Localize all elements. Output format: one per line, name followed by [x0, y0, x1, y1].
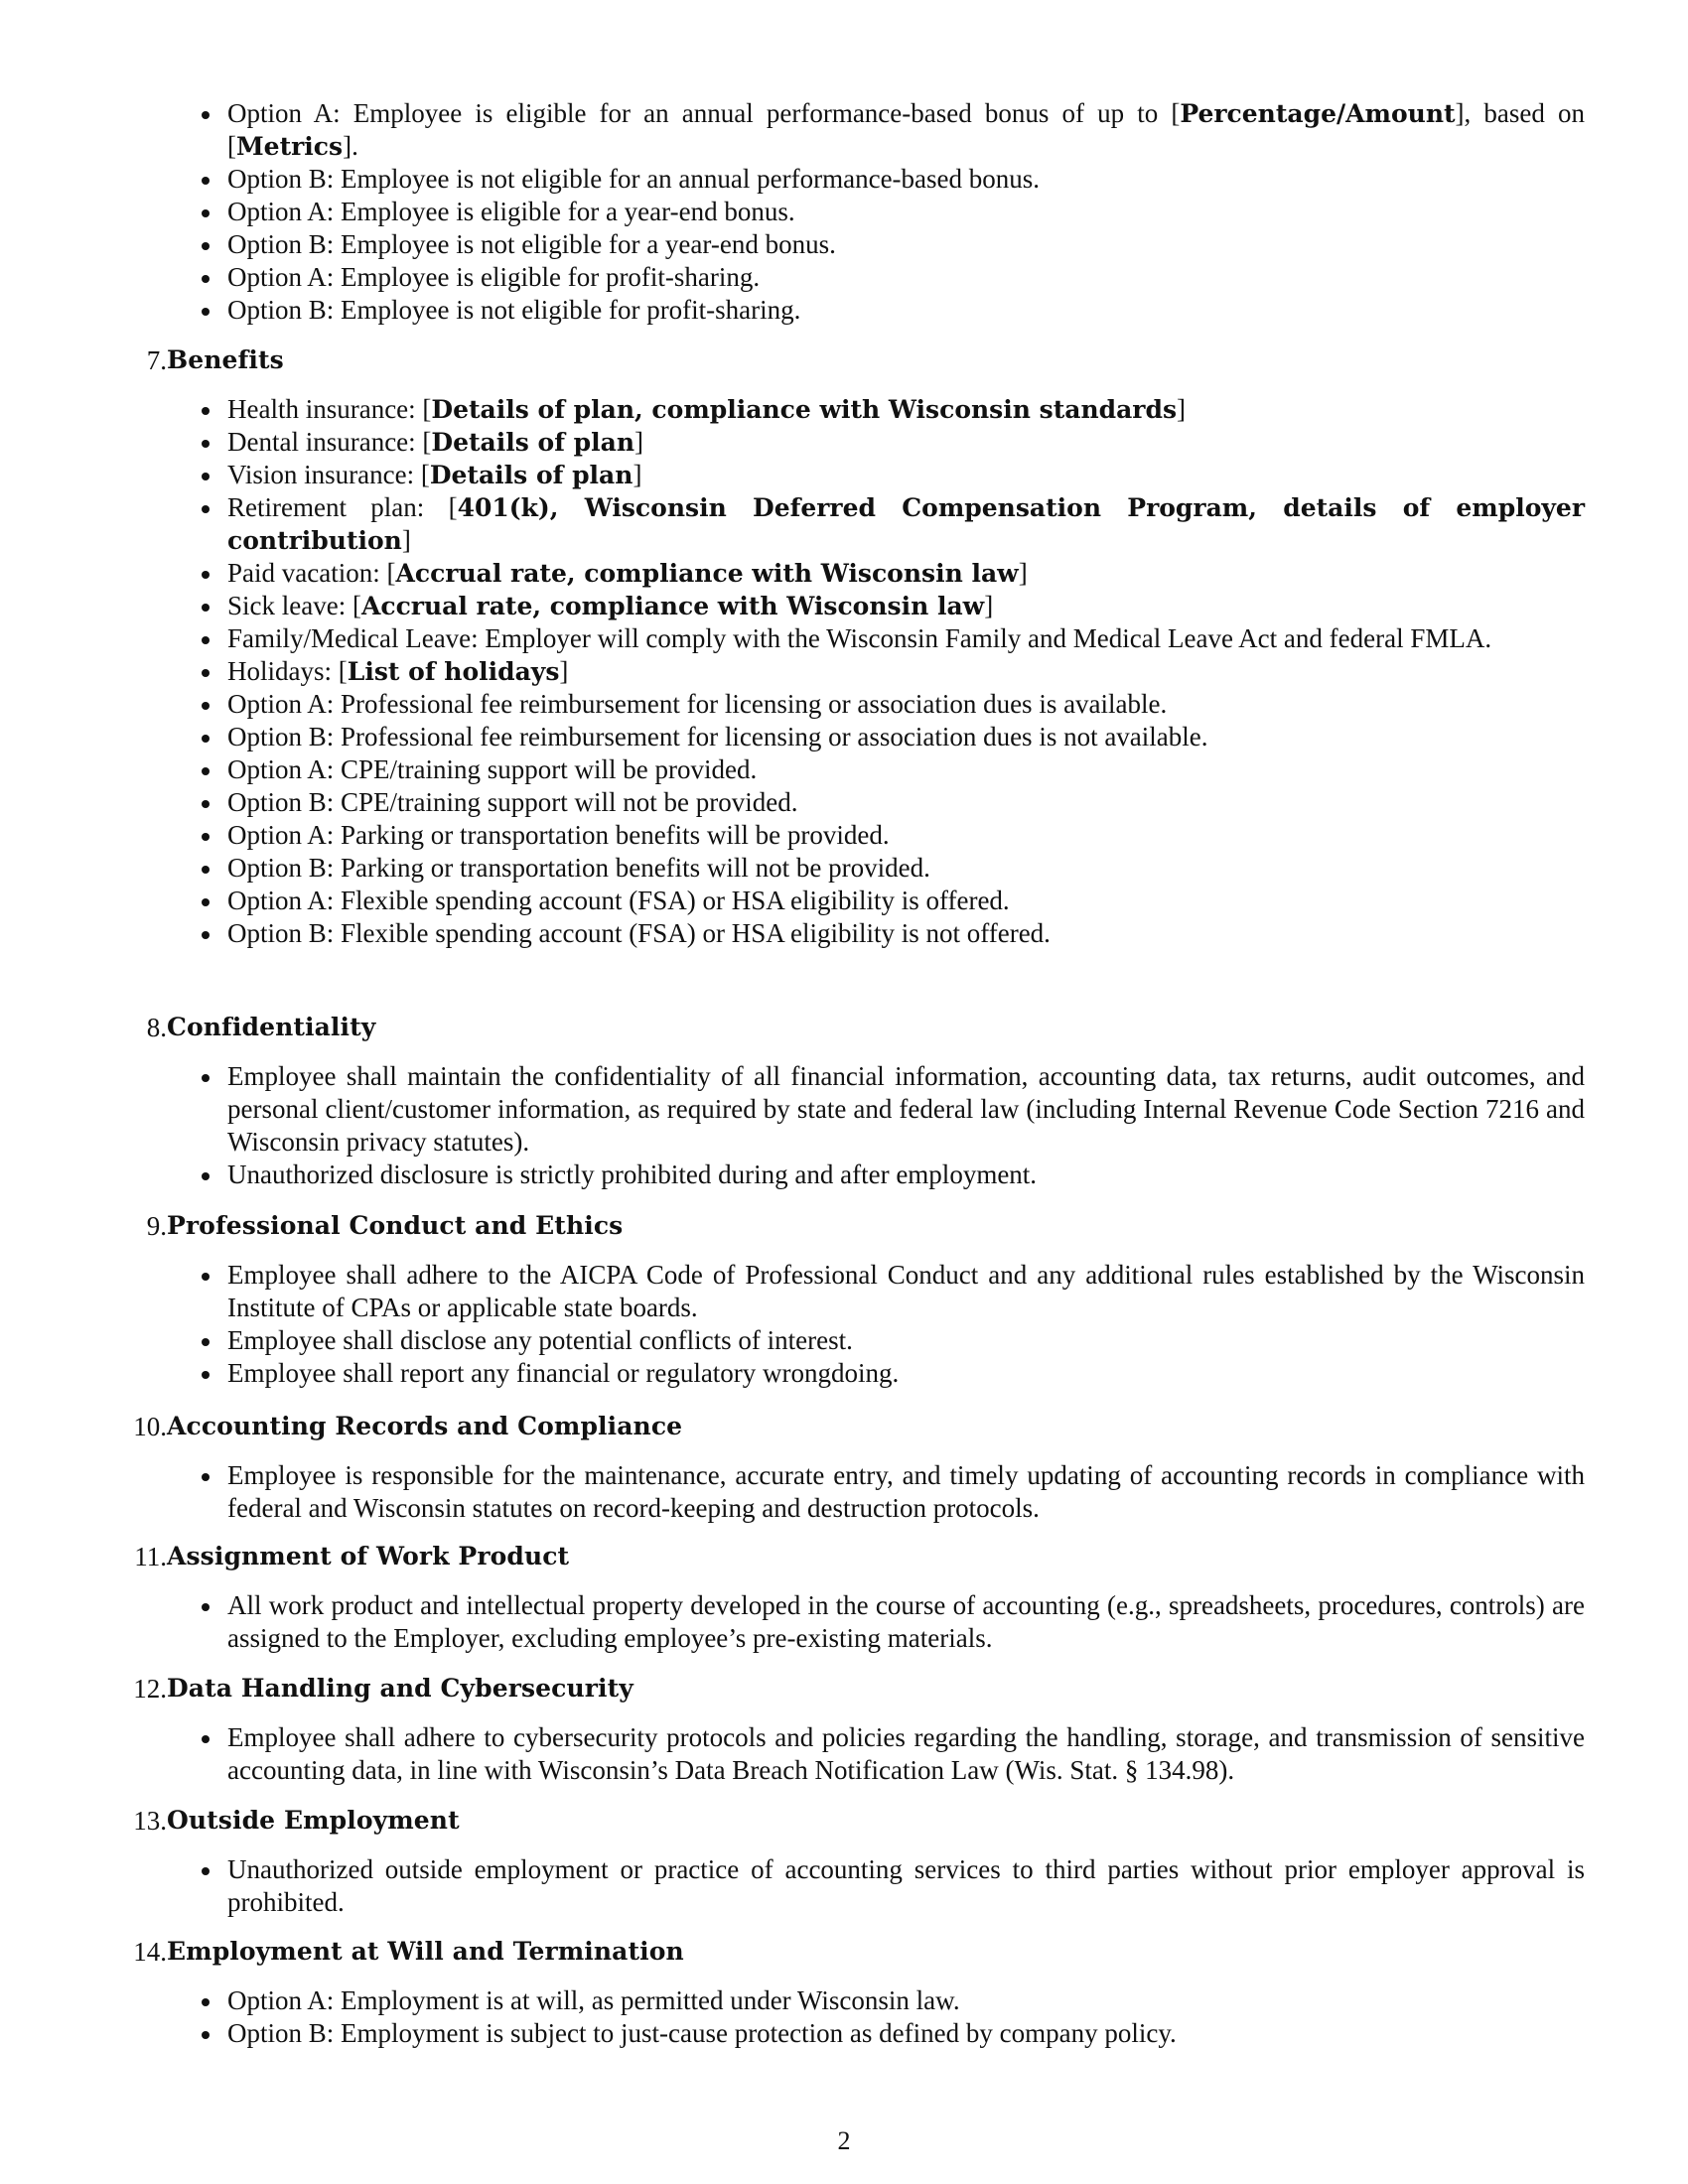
list-item — [0, 294, 1688, 327]
bullet-dot-icon — [202, 473, 210, 480]
section-heading — [0, 1805, 1688, 1837]
bullet-dot-icon — [202, 308, 210, 316]
bullet-text: ] — [559, 656, 569, 686]
bullet-dot-icon — [202, 1867, 210, 1875]
section-heading — [0, 1210, 1688, 1242]
section-title: Accounting Records and Compliance — [167, 1412, 683, 1440]
list-item — [0, 1060, 1688, 1159]
section — [0, 1673, 1688, 1787]
section — [0, 1936, 1688, 2050]
bullet-text: Employee shall adhere to the AICPA Code of Professional Conduct and any additional rules established by the Wisconsin Institute of CPAs or applicable state boards. — [227, 1260, 1585, 1322]
bullet-text: Paid vacation: [ — [227, 558, 396, 588]
list-item — [0, 491, 1688, 557]
bullet-dot-icon — [202, 177, 210, 185]
list-item — [0, 1159, 1688, 1191]
bullet-text: Retirement plan: [ — [227, 492, 458, 522]
bullet-dot-icon — [202, 1338, 210, 1346]
section-title: Benefits — [167, 345, 284, 374]
bullet-text: Employee shall report any financial or regulatory wrongdoing. — [227, 1358, 900, 1388]
bullet-dot-icon — [202, 1473, 210, 1481]
list-item — [0, 622, 1688, 655]
section-title: Confidentiality — [167, 1013, 376, 1041]
bullet-dot-icon — [202, 242, 210, 250]
list-item — [0, 1357, 1688, 1390]
placeholder-text: Accrual rate, compliance with Wisconsin law — [360, 592, 985, 620]
bullet-dot-icon — [202, 1273, 210, 1281]
section-title: Outside Employment — [167, 1806, 460, 1835]
section-bullet-list — [0, 1984, 1688, 2050]
section-number: 8. — [146, 1013, 167, 1042]
bullet-dot-icon — [202, 440, 210, 448]
bullet-text: Option A: Employee is eligible for profit-sharing. — [227, 262, 761, 292]
bullet-text: ], based on [ — [227, 98, 1586, 161]
bullet-text: ] — [1018, 558, 1028, 588]
bullet-text: Unauthorized outside employment or practice of accounting services to third parties without prior employer approval is prohibited. — [227, 1854, 1585, 1917]
bullet-dot-icon — [202, 702, 210, 710]
bullet-text: ] — [1177, 394, 1187, 424]
bullet-text: Option A: Employee is eligible for a year-end bonus. — [227, 197, 795, 226]
list-item — [0, 261, 1688, 294]
list-item — [0, 852, 1688, 885]
list-item — [0, 721, 1688, 753]
bullet-dot-icon — [202, 898, 210, 906]
list-item — [0, 590, 1688, 622]
bullet-dot-icon — [202, 2031, 210, 2039]
placeholder-text: Metrics — [236, 132, 344, 161]
placeholder-text: List of holidays — [347, 657, 560, 686]
bullet-dot-icon — [202, 571, 210, 579]
section-title: Data Handling and Cybersecurity — [167, 1674, 633, 1703]
bullet-text: Employee is responsible for the maintenance, accurate entry, and timely updating of accounting records in compliance with federal and Wisconsin statutes on record-keeping and destruction protocols. — [227, 1460, 1585, 1523]
bullet-text: Option B: Employee is not eligible for a year-end bonus. — [227, 229, 836, 259]
list-item — [0, 459, 1688, 491]
section-title: Employment at Will and Termination — [167, 1937, 684, 1966]
bullet-text: Option A: Employment is at will, as permitted under Wisconsin law. — [227, 1985, 960, 2015]
bullet-text: ]. — [343, 131, 358, 161]
list-item — [0, 1721, 1688, 1787]
section-number: 13. — [133, 1806, 167, 1836]
bullet-text: Option B: Employee is not eligible for an annual performance-based bonus. — [227, 164, 1041, 194]
list-item — [0, 885, 1688, 917]
bullet-dot-icon — [202, 604, 210, 612]
section-bullet-list — [0, 1060, 1688, 1191]
placeholder-text: 401(k), Wisconsin Deferred Compensation Program, details of employer contribution — [227, 493, 1586, 555]
bullet-text: Option A: Employee is eligible for an annual performance-based bonus of up to [ — [227, 98, 1181, 128]
bullet-dot-icon — [202, 111, 210, 119]
placeholder-text: Percentage/Amount — [1180, 99, 1456, 128]
section-heading — [0, 1673, 1688, 1705]
section — [0, 1541, 1688, 1655]
bullet-text: Option A: CPE/training support will be provided. — [227, 754, 758, 784]
bullet-text: Option A: Flexible spending account (FSA) or HSA eligibility is offered. — [227, 886, 1010, 915]
section-bullet-list — [0, 1459, 1688, 1525]
list-item — [0, 1853, 1688, 1919]
section-number: 7. — [146, 345, 167, 375]
section-heading — [0, 1541, 1688, 1572]
bullet-text: Vision insurance: [ — [227, 460, 430, 489]
section — [0, 1012, 1688, 1191]
list-item — [0, 688, 1688, 721]
bullet-text: Employee shall maintain the confidentiality of all financial information, accounting data, tax returns, audit outcomes, and personal client/customer information, as required by state and federal law (including Internal Revenue Code Section 7216 and Wisconsin privacy statutes). — [227, 1061, 1585, 1157]
list-item — [0, 196, 1688, 228]
list-item — [0, 426, 1688, 459]
list-item — [0, 97, 1688, 163]
list-item — [0, 753, 1688, 786]
bullet-text: ] — [633, 460, 642, 489]
bullet-text: Option B: Flexible spending account (FSA) or HSA eligibility is not offered. — [227, 918, 1051, 948]
bullet-text: ] — [401, 525, 411, 555]
section-title: Assignment of Work Product — [167, 1542, 570, 1570]
list-item — [0, 1259, 1688, 1324]
bullet-dot-icon — [202, 1603, 210, 1611]
section-bullet-list — [0, 1853, 1688, 1919]
section-bullet-list — [0, 393, 1688, 950]
bullet-text: Option A: Professional fee reimbursement for licensing or association dues is available. — [227, 689, 1168, 719]
bullet-dot-icon — [202, 1735, 210, 1743]
bullet-text: Health insurance: [ — [227, 394, 432, 424]
bullet-text: Unauthorized disclosure is strictly prohibited during and after employment. — [227, 1160, 1038, 1189]
bullet-text: Option B: Parking or transportation benefits will not be provided. — [227, 853, 930, 883]
bullet-dot-icon — [202, 1074, 210, 1082]
bullet-dot-icon — [202, 209, 210, 217]
placeholder-text: Details of plan, compliance with Wisconsin standards — [431, 395, 1178, 424]
list-item — [0, 1324, 1688, 1357]
list-item — [0, 917, 1688, 950]
page-number: 2 — [837, 2126, 851, 2155]
list-item — [0, 1459, 1688, 1525]
section-bullet-list — [0, 1721, 1688, 1787]
bullet-text: All work product and intellectual property developed in the course of accounting (e.g., spreadsheets, procedures, controls) are assigned to the Employer, excluding employee’s pre-existing materials. — [227, 1590, 1585, 1653]
bullet-text: Dental insurance: [ — [227, 427, 432, 457]
bullet-text: Option B: Employee is not eligible for profit-sharing. — [227, 295, 801, 325]
section-heading — [0, 1012, 1688, 1043]
bullet-dot-icon — [202, 735, 210, 743]
section-number: 12. — [133, 1674, 167, 1704]
list-item — [0, 2017, 1688, 2050]
bullet-dot-icon — [202, 931, 210, 939]
section — [0, 1411, 1688, 1525]
section-bullet-list — [0, 1259, 1688, 1390]
bullet-text: Employee shall adhere to cybersecurity protocols and policies regarding the handling, storage, and transmission of sensitive accounting data, in line with Wisconsin’s Data Breach Notification Law (Wis. Stat. § 134.98). — [227, 1722, 1585, 1785]
bullet-text: Employee shall disclose any potential conflicts of interest. — [227, 1325, 853, 1355]
section-number: 14. — [133, 1937, 167, 1967]
placeholder-text: Details of plan — [431, 428, 635, 457]
bullet-text: Option B: Employment is subject to just-cause protection as defined by company policy. — [227, 2018, 1177, 2048]
section — [0, 1805, 1688, 1919]
bullet-dot-icon — [202, 669, 210, 677]
bullet-dot-icon — [202, 800, 210, 808]
list-item — [0, 1589, 1688, 1655]
bullet-text: Option B: Professional fee reimbursement for licensing or association dues is not available. — [227, 722, 1208, 751]
bullet-dot-icon — [202, 833, 210, 841]
section-number: 10. — [133, 1412, 167, 1441]
bullet-dot-icon — [202, 1172, 210, 1180]
bullet-text: Holidays: [ — [227, 656, 348, 686]
bullet-dot-icon — [202, 1371, 210, 1379]
section-heading — [0, 1936, 1688, 1968]
bullet-text: Family/Medical Leave: Employer will comply with the Wisconsin Family and Medical Leave Act and federal FMLA. — [227, 623, 1492, 653]
section — [0, 344, 1688, 950]
bullet-text: Sick leave: [ — [227, 591, 361, 620]
bullet-text: ] — [984, 591, 994, 620]
bullet-dot-icon — [202, 407, 210, 415]
placeholder-text: Details of plan — [429, 461, 633, 489]
bullet-text: Option B: CPE/training support will not be provided. — [227, 787, 798, 817]
list-item — [0, 786, 1688, 819]
bullet-dot-icon — [202, 767, 210, 775]
bullet-dot-icon — [202, 505, 210, 513]
list-item — [0, 393, 1688, 426]
list-item — [0, 228, 1688, 261]
bullet-dot-icon — [202, 1998, 210, 2006]
section-heading — [0, 1411, 1688, 1442]
bullet-text: Option A: Parking or transportation benefits will be provided. — [227, 820, 890, 850]
bullet-dot-icon — [202, 275, 210, 283]
bullet-dot-icon — [202, 866, 210, 874]
list-item — [0, 163, 1688, 196]
list-item — [0, 655, 1688, 688]
list-item — [0, 557, 1688, 590]
list-item — [0, 1984, 1688, 2017]
intro-bullet-list — [0, 97, 1688, 327]
bullet-dot-icon — [202, 636, 210, 644]
placeholder-text: Accrual rate, compliance with Wisconsin law — [395, 559, 1019, 588]
section-heading — [0, 344, 1688, 376]
list-item — [0, 819, 1688, 852]
section-title: Professional Conduct and Ethics — [167, 1211, 624, 1240]
section-number: 9. — [146, 1211, 167, 1241]
section-bullet-list — [0, 1589, 1688, 1655]
section — [0, 1210, 1688, 1390]
bullet-text: ] — [634, 427, 644, 457]
section-number: 11. — [134, 1542, 167, 1571]
